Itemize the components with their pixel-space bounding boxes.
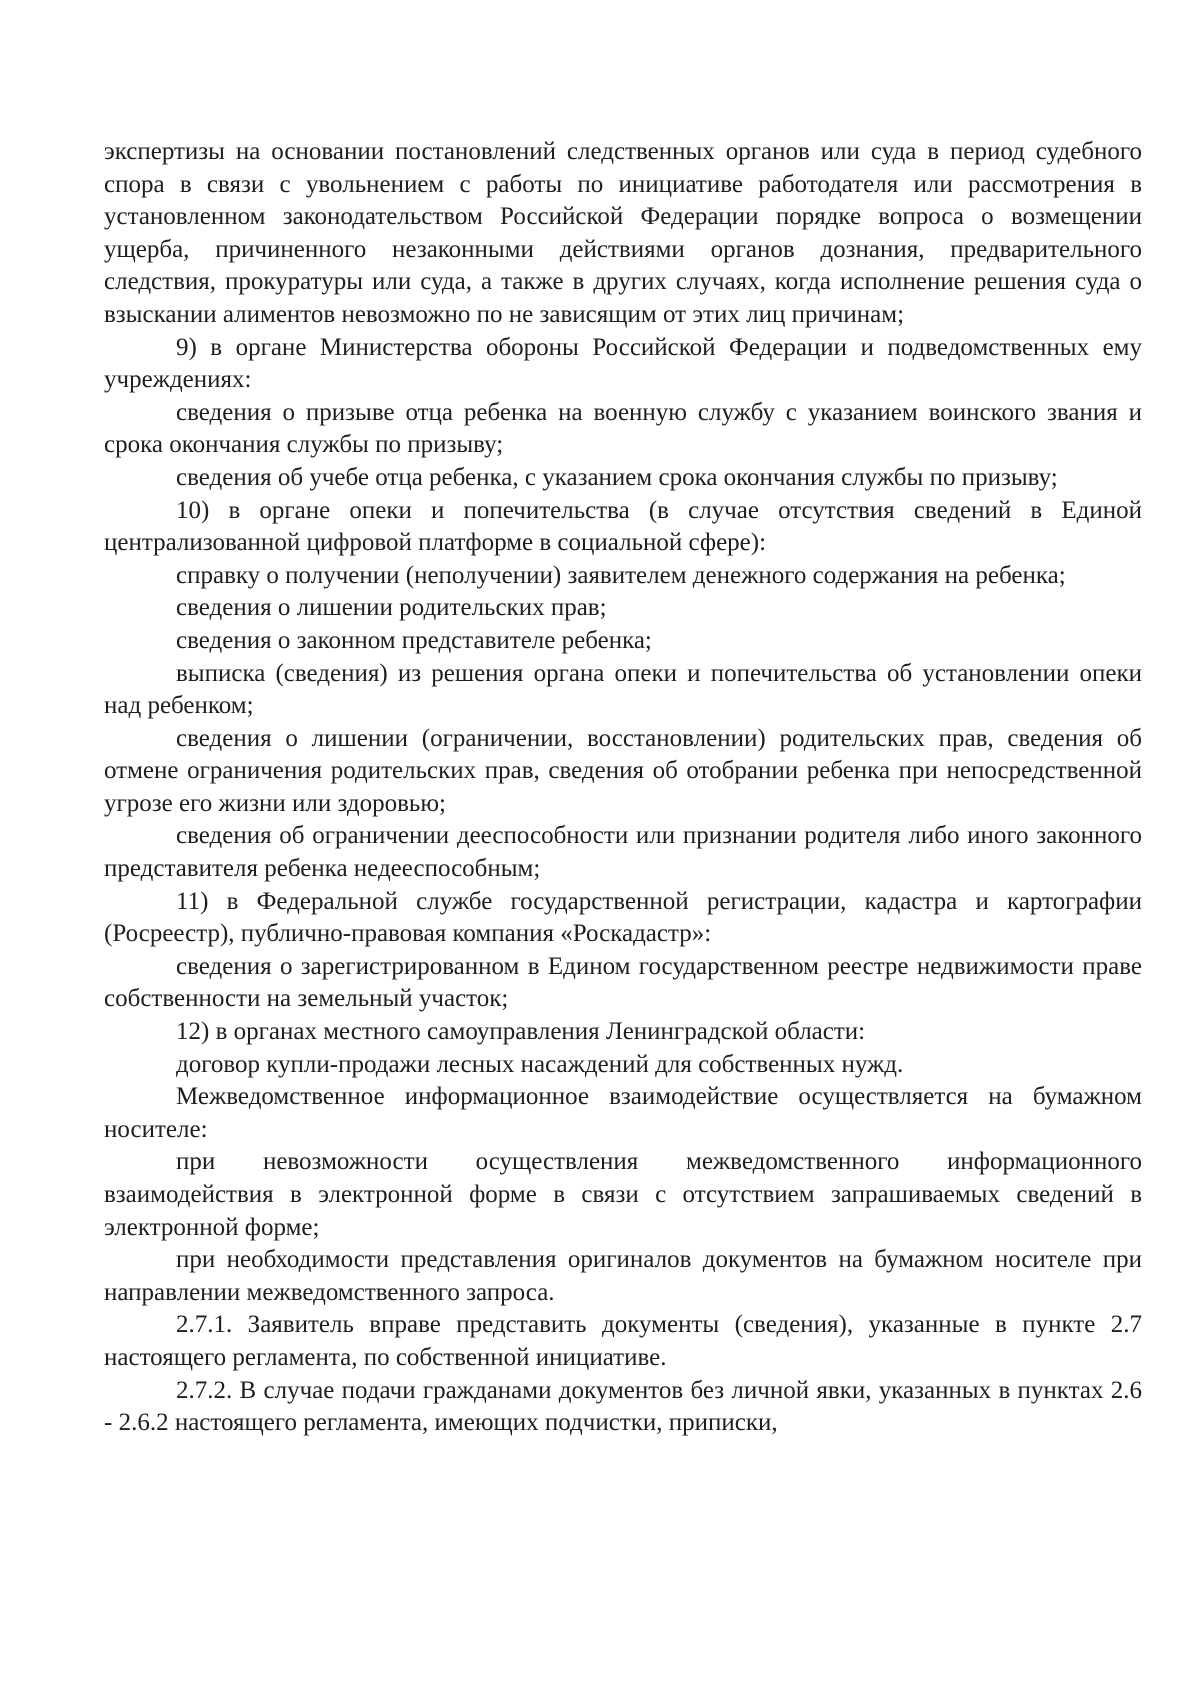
paragraph: сведения о лишении (ограничении, восстановлении) родительских прав, сведения об отмене ограничения родительских прав, сведения об отобрании ребенка при непосредственной угрозе его жизни или здоровью; <box>104 724 1142 817</box>
paragraph: сведения о лишении родительских прав; <box>176 594 607 622</box>
paragraph: при необходимости представления оригиналов документов на бумажном носителе при направлении межведомственного запроса. <box>104 1246 1142 1306</box>
paragraph: сведения о зарегистрированном в Едином государственном реестре недвижимости праве собственности на земельный участок; <box>104 952 1142 1013</box>
paragraph-item-12: 12) в органах местного самоуправления Ленинградской области: <box>176 1018 866 1046</box>
paragraph-continuation: экспертизы на основании постановлений следственных органов или суда в период судебного спора в связи с увольнением с работы по инициативе работодателя или рассмотрения в установленном законодательством Российской Федерации порядке вопроса о возмещении ущерба, причиненного незаконными действиями органов дознания, предварительного следствия, прокуратуры или суда, а также в других случаях, когда исполнение решения суда о взыскании алиментов невозможно по не зависящим от этих лиц причинам; <box>104 138 1142 328</box>
paragraph: сведения о призыве отца ребенка на военную службу с указанием воинского звания и срока окончания службы по призыву; <box>104 398 1142 459</box>
paragraph: сведения об ограничении дееспособности или признании родителя либо иного законного представителя ребенка недееспособным; <box>104 822 1142 883</box>
paragraph: при невозможности осуществления межведомственного информационного взаимодействия в электронной форме в связи с отсутствием запрашиваемых сведений в электронной форме; <box>104 1148 1142 1241</box>
paragraph: справку о получении (неполучении) заявителем денежного содержания на ребенка; <box>176 561 1066 589</box>
paragraph: сведения об учебе отца ребенка, с указанием срока окончания службы по призыву; <box>176 463 1058 491</box>
paragraph: выписка (сведения) из решения органа опеки и попечительства об установлении опеки над ребенком; <box>104 659 1142 720</box>
paragraph-item-11: 11) в Федеральной службе государственной регистрации, кадастра и картографии (Росреестр), публично-правовая компания «Роскадастр»: <box>104 887 1142 948</box>
paragraph: сведения о законном представителе ребенка; <box>176 626 652 654</box>
paragraph: Межведомственное информационное взаимодействие осуществляется на бумажном носителе: <box>104 1083 1142 1143</box>
paragraph: договор купли-продажи лесных насаждений для собственных нужд. <box>176 1050 904 1078</box>
paragraph-item-9: 9) в органе Министерства обороны Российской Федерации и подведомственных ему учреждениях: <box>104 333 1142 394</box>
paragraph-section-2-7-1: 2.7.1. Заявитель вправе представить документы (сведения), указанные в пункте 2.7 настоящего регламента, по собственной инициативе. <box>104 1311 1142 1371</box>
paragraph-section-2-7-2: 2.7.2. В случае подачи гражданами документов без личной явки, указанных в пунктах 2.6 - 2.6.2 настоящего регламента, имеющих подчистки, приписки, <box>104 1376 1142 1437</box>
document-body <box>104 136 1142 1440</box>
paragraph-item-10: 10) в органе опеки и попечительства (в случае отсутствия сведений в Единой централизованной цифровой платформе в социальной сфере): <box>104 496 1142 557</box>
